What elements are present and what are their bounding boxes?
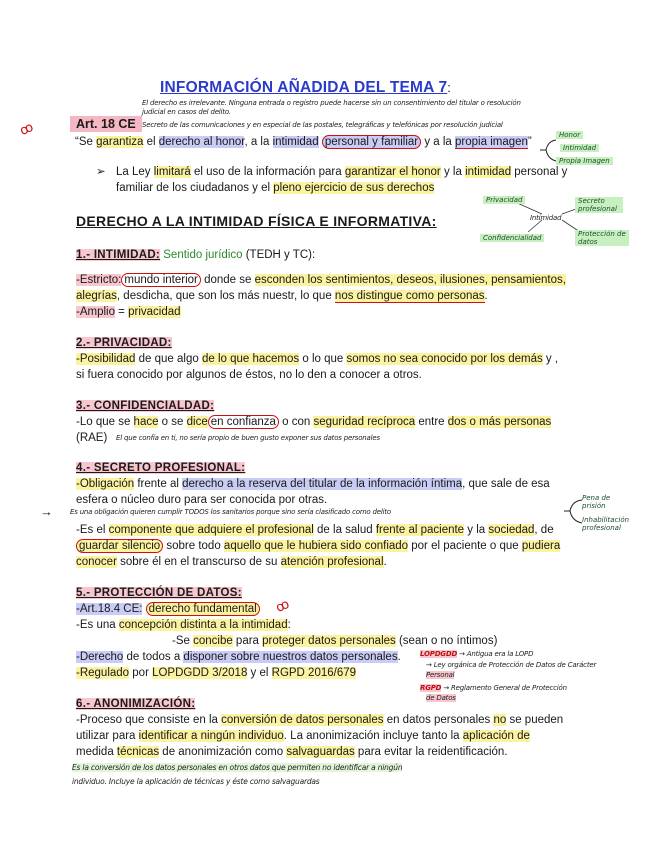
section-3-line-1: -Lo que se hace o se dice en confianza o con seguridad recíproca entre dos o más personas (76, 416, 552, 428)
section-5-line-5: -Regulado por LOPDGDD 3/2018 y el RGPD 2016/679 (76, 667, 357, 679)
section-2-title: 2.- PRIVACIDAD: (76, 337, 172, 349)
section-5-title: 5.- PROTECCIÓN DE DATOS: (76, 587, 242, 599)
section-2-line-1: -Posibilidad de que algo de lo que hacemos o lo que somos no sea conocido por los demás y , (76, 353, 559, 365)
section-heading: DERECHO A LA INTIMIDAD FÍSICA E INFORMATIVA: (76, 213, 437, 229)
handwritten-note-top-2: judicial en casos del delito. (142, 108, 231, 116)
side-note-inhabilitacion: Inhabilitación profesional (582, 516, 630, 532)
note-lopdgdd-3: Personal (426, 671, 455, 679)
section-3-line-2: (RAE) (76, 432, 108, 444)
handwritten-note-art18: Secreto de las comunicaciones y en especial de las postales, telegráficas y telefónicas por resolución judicial (142, 121, 503, 129)
section-1-line-3: -Amplio = privacidad (76, 306, 181, 318)
article-18-quote: “Se garantiza el derecho al honor, a la intimidad personal y familiar y a la propia imagen” (75, 136, 532, 148)
brace-icon (538, 137, 558, 163)
infinity-mark-icon-2: ꝏ (273, 595, 292, 616)
handwritten-note-s6-2: individuo. Incluye la aplicación de técnicas y éste como salvaguardas (72, 777, 320, 786)
section-5-line-3: -Se concibe para proteger datos personales (sean o no íntimos) (172, 635, 498, 647)
bullet-arrow-icon: ➢ (96, 166, 106, 178)
handwritten-note-s6-1: Es la conversión de los datos personales en otros datos que permiten no identificar a ningún (72, 763, 403, 772)
section-6-title: 6.- ANONIMIZACIÓN: (76, 698, 196, 710)
bullet-line-1: La Ley limitará el uso de la información para garantizar el honor y la intimidad personal y (116, 166, 568, 178)
section-4-line-3: -Es el componente que adquiere el profesional de la salud frente al paciente y la sociedad, de (76, 524, 554, 536)
handwritten-note-top: El derecho es irrelevante. Ninguna entrada o registro puede hacerse sin un consentimiento del titular o resolución (142, 99, 521, 107)
note-rgpd: RGPD → Reglamento General de Protección (420, 684, 567, 692)
section-5-line-2: -Es una concepción distinta a la intimidad: (76, 619, 291, 631)
arrow-right-icon: → (40, 504, 53, 519)
note-lopdgdd: LOPDGDD → Antigua era la LOPD (420, 650, 534, 658)
mindmap-node-confidencialidad: Confidencialidad (480, 234, 544, 242)
mindmap-node-privacidad: Privacidad (483, 196, 525, 204)
section-3-title: 3.- CONFIDENCIALDAD: (76, 400, 215, 412)
section-6-line-1: -Proceso que consiste en la conversión de datos personales en datos personales no se pueden (76, 714, 564, 726)
mindmap-node-proteccion: Protección de datos (575, 230, 629, 246)
mindmap-node-secreto: Secreto profesional (575, 197, 623, 213)
section-4-line-5: conocer sobre él en el transcurso de su atención profesional. (76, 556, 387, 568)
section-4-line-4: guardar silencio sobre todo aquello que le hubiera sido confiado por el paciente o que pudiera (76, 539, 560, 554)
section-4-line-2: esfera o núcleo duro para ser conocida por otras. (76, 494, 328, 506)
brace-icon-s4 (562, 496, 584, 526)
page-title: INFORMACIÓN AÑADIDA DEL TEMA 7: (160, 79, 451, 96)
infinity-mark-icon: ꝏ (17, 118, 36, 139)
section-6-line-2: utilizar para identificar a ningún individuo. La anonimización incluye tanto la aplicación de (76, 730, 530, 742)
section-5-line-4: -Derecho de todos a disponer sobre nuestros datos personales. (76, 651, 401, 663)
section-5-line-1: -Art.18.4 CE: derecho fundamental (76, 602, 260, 617)
section-2-line-2: si fuera conocido por algunos de éstos, no lo den a conocer a otros. (76, 369, 422, 381)
note-rgpd-2: de Datos (426, 694, 456, 702)
bullet-line-2: familiar de los ciudadanos y el pleno ejercicio de sus derechos (116, 182, 435, 194)
section-4-line-1: -Obligación frente al derecho a la reserva del titular de la información íntima, que sale de esa (76, 478, 550, 490)
section-1-title: 1.- INTIMIDAD: Sentido jurídico (TEDH y TC): (76, 249, 316, 261)
article-18-label: Art. 18 CE (70, 116, 142, 132)
section-4-title: 4.- SECRETO PROFESIONAL: (76, 462, 246, 474)
note-lopdgdd-2: → Ley orgánica de Protección de Datos de Carácter (426, 661, 597, 669)
section-6-line-3: medida técnicas de anonimización como salvaguardas para evitar la reidentificación. (76, 746, 508, 758)
handwritten-note-s3: El que confía en ti, no sería propio de buen gusto exponer sus datos personales (116, 434, 380, 442)
mindmap-center: Intimidad (530, 214, 562, 222)
handwritten-note-s4: Es una obligación quieren cumplir TODOS los sanitarios porque sino sería clasificado como delito (70, 508, 392, 516)
section-1-line-2: alegrías, desdicha, que son los más nuestr, lo que nos distingue como personas. (76, 290, 488, 302)
brace-item-intimidad: Intimidad (560, 144, 599, 152)
brace-item-propia-imagen: Propia Imagen (556, 157, 613, 165)
side-note-pena: Pena de prisión (582, 494, 611, 510)
brace-item-honor: Honor (556, 131, 583, 139)
section-1-line-1: -Estricto: mundo interior donde se esconden los sentimientos, deseos, ilusiones, pensamientos, (76, 274, 566, 286)
